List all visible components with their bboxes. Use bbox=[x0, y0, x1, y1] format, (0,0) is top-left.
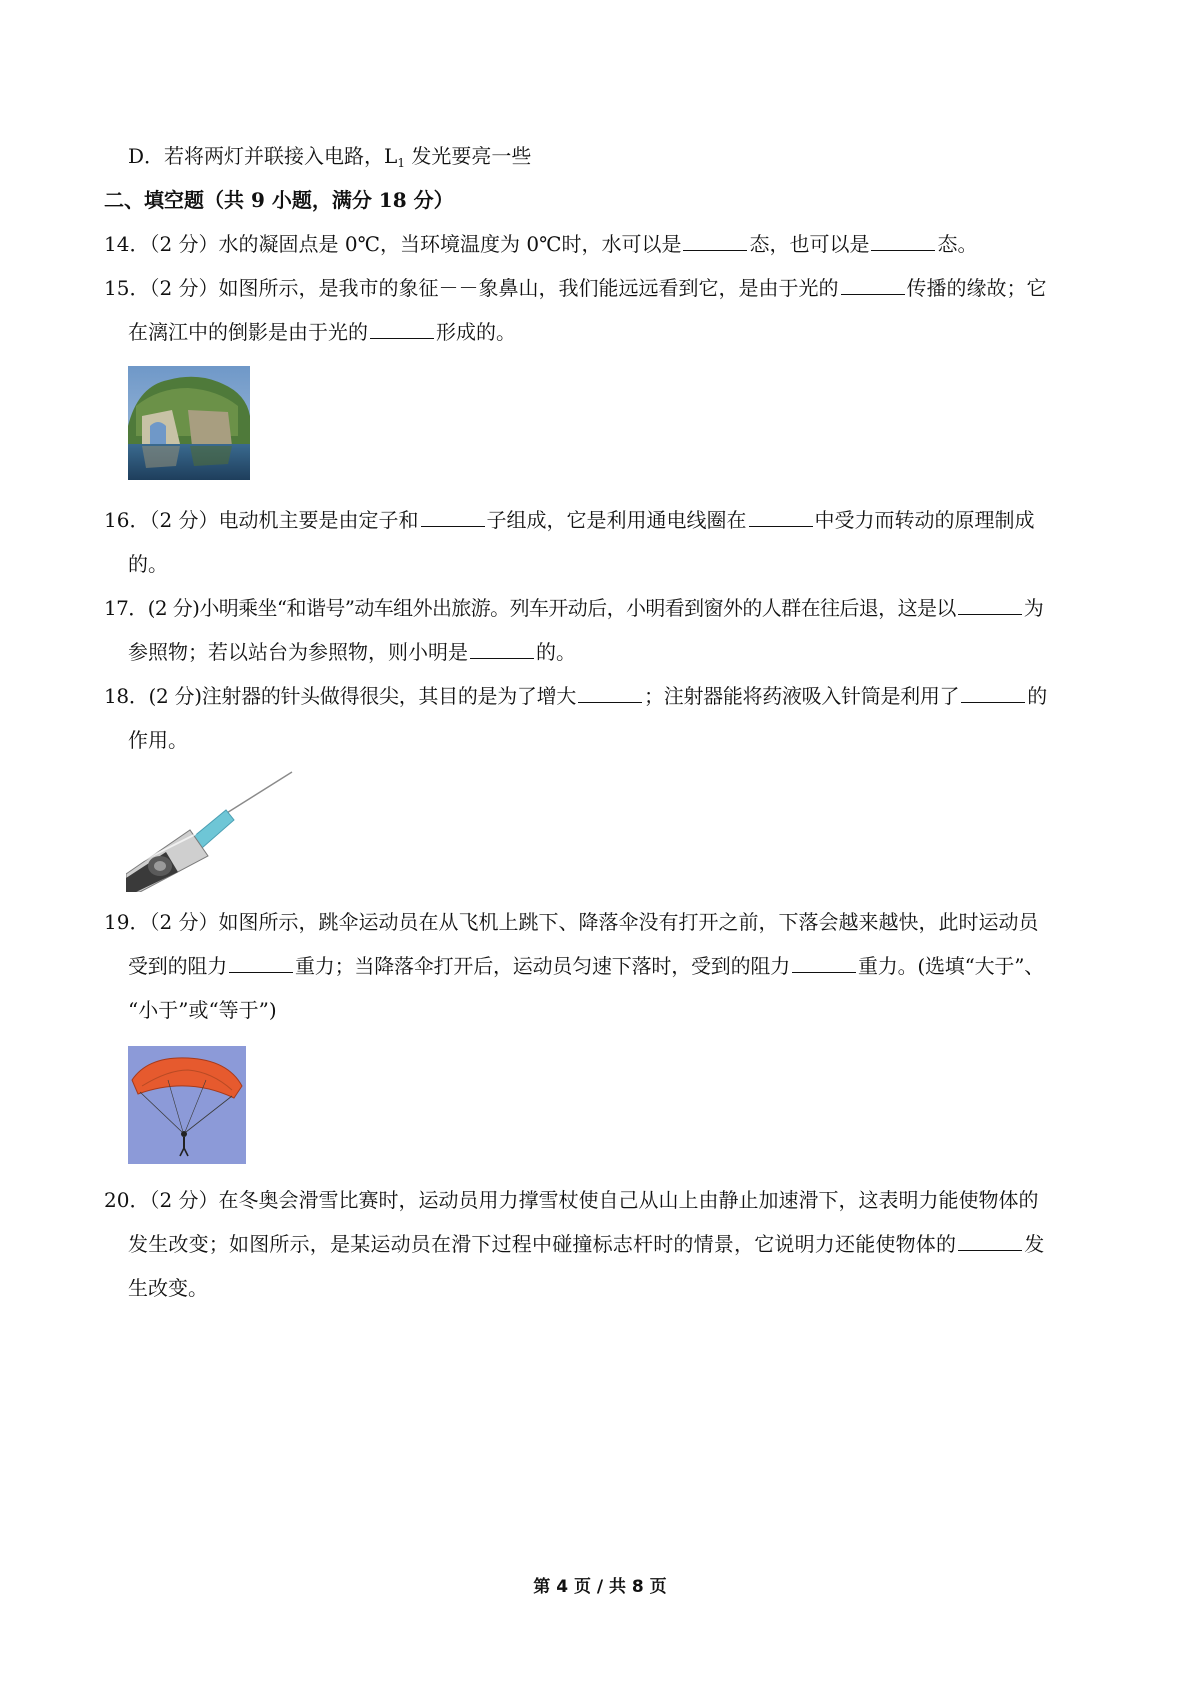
option-d: D．若将两灯并联接入电路，$L_1$ 发光要亮一些 bbox=[128, 144, 532, 170]
question-19-options: “小于”或“等于”) bbox=[128, 998, 277, 1022]
answer-blank[interactable] bbox=[421, 508, 485, 527]
question-17-cont: 参照物；若以站台为参照物，则小明是 的。 bbox=[128, 640, 576, 664]
answer-blank[interactable] bbox=[792, 954, 856, 973]
answer-blank[interactable] bbox=[370, 320, 434, 339]
question-16-cont: 的。 bbox=[128, 552, 168, 576]
answer-blank[interactable] bbox=[578, 684, 642, 703]
answer-blank[interactable] bbox=[958, 596, 1022, 615]
question-20: 20．（2 分）在冬奥会滑雪比赛时，运动员用力撑雪杖使自己从山上由静止加速滑下，这表明力能使物体的 bbox=[104, 1188, 1039, 1212]
question-15-cont: 在漓江中的倒影是由于光的 形成的。 bbox=[128, 320, 516, 344]
answer-blank[interactable] bbox=[841, 276, 905, 295]
answer-blank[interactable] bbox=[958, 1232, 1022, 1251]
syringe-image bbox=[126, 768, 296, 892]
answer-blank[interactable] bbox=[683, 232, 747, 251]
answer-blank[interactable] bbox=[961, 684, 1025, 703]
answer-blank[interactable] bbox=[470, 640, 534, 659]
answer-blank[interactable] bbox=[229, 954, 293, 973]
question-20-cont: 发生改变；如图所示，是某运动员在滑下过程中碰撞标志杆时的情景，它说明力还能使物体的 发 bbox=[128, 1232, 1045, 1256]
question-15: 15．（2 分）如图所示，是我市的象征－－象鼻山，我们能远远看到它，是由于光的 传播的缘故；它 bbox=[104, 276, 1047, 300]
elephant-trunk-hill-image bbox=[128, 366, 250, 480]
question-20-end: 生改变。 bbox=[128, 1276, 208, 1300]
question-19-cont: 受到的阻力 重力；当降落伞打开后，运动员匀速下落时，受到的阻力 重力。(选填“大于”、 bbox=[128, 954, 1045, 978]
section-title: 二、填空题（共 9 小题，满分 18 分） bbox=[104, 188, 454, 212]
question-17: 17．(2 分)小明乘坐“和谐号”动车组外出旅游。列车开动后，小明看到窗外的人群在往后退，这是以 为 bbox=[104, 596, 1044, 620]
page-footer: 第 4 页 / 共 8 页 bbox=[533, 1577, 667, 1597]
parachute-image bbox=[128, 1046, 246, 1164]
question-18: 18．(2 分)注射器的针头做得很尖，其目的是为了增大 ；注射器能将药液吸入针筒是利用了 的 bbox=[104, 684, 1047, 708]
question-18-cont: 作用。 bbox=[128, 728, 188, 752]
answer-blank[interactable] bbox=[749, 508, 813, 527]
question-14: 14．（2 分）水的凝固点是 0℃，当环境温度为 0℃时，水可以是 态，也可以是 态。 bbox=[104, 232, 978, 256]
question-19: 19．（2 分）如图所示，跳伞运动员在从飞机上跳下、降落伞没有打开之前，下落会越来越快，此时运动员 bbox=[104, 910, 1039, 934]
question-16: 16．（2 分）电动机主要是由定子和 子组成，它是利用通电线圈在 中受力而转动的原理制成 bbox=[104, 508, 1035, 532]
answer-blank[interactable] bbox=[871, 232, 935, 251]
